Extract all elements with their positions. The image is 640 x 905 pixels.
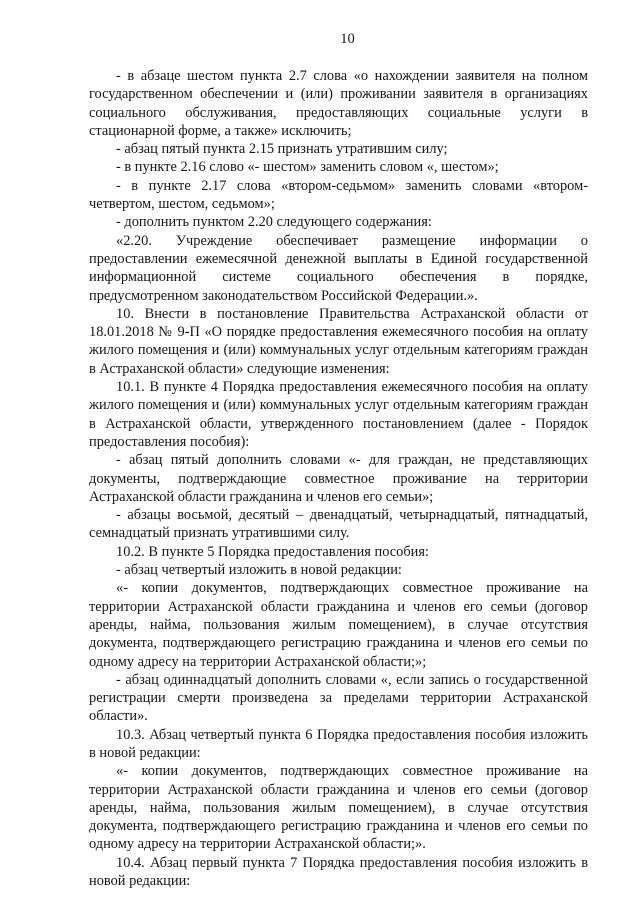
paragraph-16: «- копии документов, подтверждающих совместное проживание на территории Астраханской области гражданина и членов его семьи (договор аренды, найма, пользования жилым помещением), в случае отсутствия документа, подтверждающего регистрацию гражданина и членов его семьи по одному адресу на территории Астраханской области;». (89, 763, 588, 853)
paragraph-1: - в абзаце шестом пункта 2.7 слова «о нахождении заявителя на полном государственном обеспечении и (или) проживании заявителя в организациях социального обслуживания, предоставляющих социальные услуги в стационарной форме, а также» исключить; (89, 68, 588, 139)
paragraph-11: 10.2. В пункте 5 Порядка предоставления пособия: (116, 543, 430, 560)
paragraph-3: - в пункте 2.16 слово «- шестом» заменить словом «, шестом»; (116, 159, 499, 176)
paragraph-10: - абзацы восьмой, десятый – двенадцатый, четырнадцатый, пятнадцатый, семнадцатый признать утратившими силу. (89, 507, 588, 542)
paragraph-4: - в пункте 2.17 слова «втором-седьмом» заменить словами «втором-четвертом, шестом, седьмом»; (89, 177, 588, 213)
paragraph-9: - абзац пятый дополнить словами «- для граждан, не представляющих документы, подтверждающие совместное проживание на территории Астраханской области гражданина и членов его семьи»; (89, 452, 588, 505)
paragraph-14: - абзац одиннадцатый дополнить словами «, если запись о государственной регистрации смерти произведена за пределами территории Астраханской области». (89, 671, 588, 725)
paragraph-7: 10. Внести в постановление Правительства Астраханской области от 18.01.2018 № 9-П «О порядке предоставления ежемесячного пособия на оплату жилого помещения и (или) коммунальных услуг отдельным категориям граждан в Астраханской области» следующие изменения: (89, 305, 588, 377)
paragraph-15: 10.3. Абзац четвертый пункта 6 Порядка предоставления пособия изложить в новой редакции: (89, 726, 588, 761)
paragraph-5: - дополнить пунктом 2.20 следующего содержания: (116, 214, 432, 231)
document-body (89, 67, 588, 890)
paragraph-8: 10.1. В пункте 4 Порядка предоставления ежемесячного пособия на оплату жилого помещения и (или) коммунальных услуг отдельным категориям граждан в Астраханской области, утвержденного постановлением (далее - Порядок предоставления пособия): (89, 379, 588, 450)
paragraph-12: - абзац четвертый изложить в новой редакции: (116, 562, 402, 579)
page-number: 10 (340, 31, 355, 47)
paragraph-17: 10.4. Абзац первый пункта 7 Порядка предоставления пособия изложить в новой редакции: (89, 854, 588, 890)
paragraph-6: «2.20. Учреждение обеспечивает размещение информации о предоставлении ежемесячной денежной выплаты в Единой государственной информационной системе социального обеспечения в порядке, предусмотренном законодательством Российской Федерации.». (89, 232, 588, 304)
paragraph-13: «- копии документов, подтверждающих совместное проживание на территории Астраханской области гражданина и членов его семьи (договор аренды, найма, пользования жилым помещением), в случае отсутствия документа, подтверждающего регистрацию гражданина и членов его семьи по одному адресу на территории Астраханской области;»; (89, 580, 588, 670)
paragraph-2: - абзац пятый пункта 2.15 признать утратившим силу; (116, 141, 448, 158)
